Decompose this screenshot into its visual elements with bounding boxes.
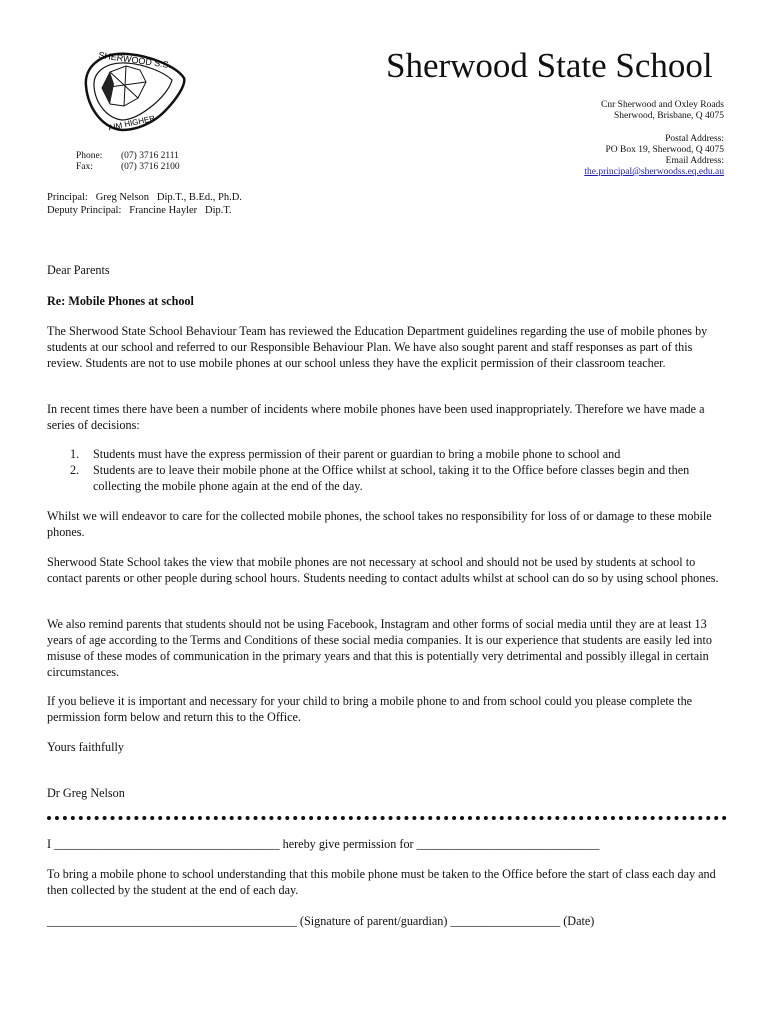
school-name: Sherwood State School xyxy=(386,46,713,85)
principal-line: Principal: Greg Nelson Dip.T., B.Ed., Ph.D. xyxy=(47,192,242,203)
fax-label: Fax: xyxy=(76,162,93,172)
form-conditions: To bring a mobile phone to school understanding that this mobile phone must be taken to the Office before the start of class each day and then collected by the student at the end of each day. xyxy=(47,867,716,897)
tear-off-divider xyxy=(47,816,727,820)
school-logo xyxy=(80,48,190,134)
signatory: Dr Greg Nelson xyxy=(47,786,125,800)
email-link[interactable]: the.principal@sherwoodss.eq.edu.au xyxy=(584,167,724,177)
logo-emblem-shade xyxy=(102,72,114,104)
address-street-1: Cnr Sherwood and Oxley Roads xyxy=(601,100,724,110)
email-label: Email Address: xyxy=(665,156,724,166)
phone-label: Phone: xyxy=(76,151,103,161)
paragraph-social-media: We also remind parents that students should not be using Facebook, Instagram and other forms of social media until they are at least 13 years of age according to the Terms and Conditions of these social media companies. It is our experience that students are easily led into misuse of these modes of communication in the primary years and that this is potentially very detrimental and possibly illegal in certain circumstances. xyxy=(47,617,712,679)
list-item xyxy=(47,462,727,494)
list-item-number: 1. xyxy=(70,447,80,461)
list-item-text: Students are to leave their mobile phone at the Office whilst at school, taking it to the Office before classes begin and then collecting the mobile phone again at the end of the day. xyxy=(93,463,690,493)
phone-number: (07) 3716 2111 xyxy=(121,151,179,161)
paragraph-school-view: Sherwood State School takes the view that mobile phones are not necessary at school and should not be used by students at school to contact parents or other people during school hours. Students needing to contact adults whilst at school can do so by using school phones. xyxy=(47,555,719,585)
salutation: Dear Parents xyxy=(47,263,110,277)
fax-number: (07) 3716 2100 xyxy=(121,162,180,172)
closing: Yours faithfully xyxy=(47,740,124,754)
paragraph-responsibility: Whilst we will endeavor to care for the collected mobile phones, the school takes no responsibility for loss of or damage to these mobile phones. xyxy=(47,509,712,539)
postal-address: PO Box 19, Sherwood, Q 4075 xyxy=(605,145,724,155)
form-permission-line[interactable]: I _____________________________________ hereby give permission for ______________________________ xyxy=(47,837,600,851)
email-link-wrap xyxy=(584,167,724,179)
form-signature-line[interactable]: _________________________________________ (Signature of parent/guardian) __________________ (Date) xyxy=(47,914,595,928)
decisions-list xyxy=(47,446,727,494)
paragraph-incidents: In recent times there have been a number of incidents where mobile phones have been used inappropriately. Therefore we have made a series of decisions: xyxy=(47,402,705,432)
list-item-number: 2. xyxy=(70,463,80,477)
logo-motto-top: SHERWOOD S.S. xyxy=(97,50,172,71)
address-street-2: Sherwood, Brisbane, Q 4075 xyxy=(613,111,724,121)
logo-motto-bottom: AIM HIGHER xyxy=(107,113,156,133)
paragraph-review: The Sherwood State School Behaviour Team has reviewed the Education Department guidelines regarding the use of mobile phones by students at our school and referred to our Responsible Behaviour Plan. We have also sought parent and staff responses as part of this review. Students are not to use mobile phones at our school unless they have the explicit permission of their classroom teacher. xyxy=(47,324,708,370)
postal-label: Postal Address: xyxy=(665,134,724,144)
list-item xyxy=(47,446,727,462)
subject-line: Re: Mobile Phones at school xyxy=(47,294,194,308)
list-item-text: Students must have the express permission of their parent or guardian to bring a mobile phone to school and xyxy=(93,447,621,461)
deputy-principal-line: Deputy Principal: Francine Hayler Dip.T. xyxy=(47,205,232,216)
paragraph-permission: If you believe it is important and necessary for your child to bring a mobile phone to and from school could you please complete the permission form below and return this to the Office. xyxy=(47,694,693,724)
